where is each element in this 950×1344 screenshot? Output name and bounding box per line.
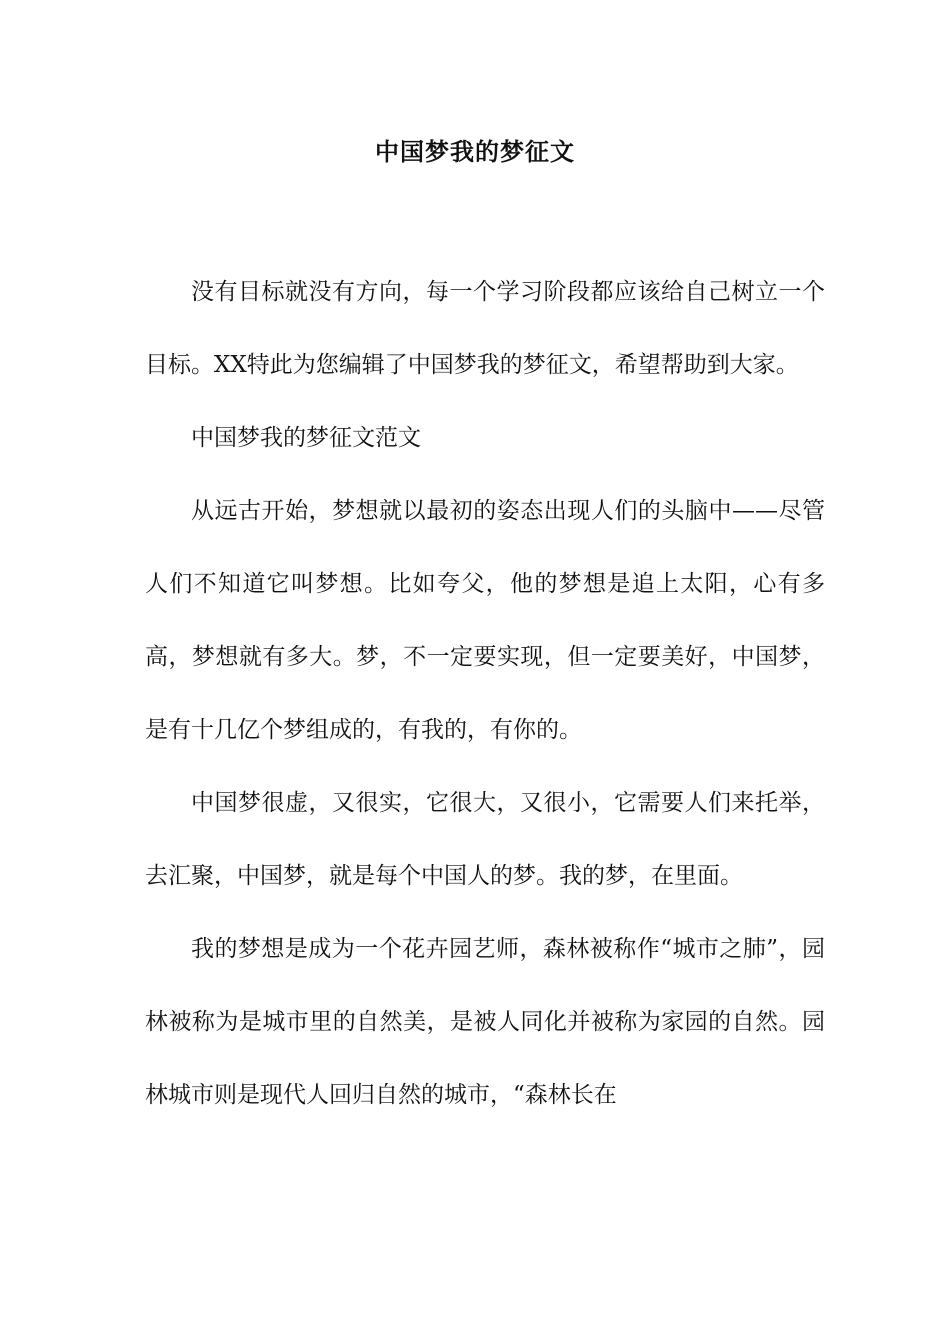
paragraph-china-dream: 中国梦很虚，又很实，它很大，又很小，它需要人们来托举，去汇聚，中国梦，就是每个中国人的梦。我的梦，在里面。 xyxy=(145,790,825,889)
document-title: 中国梦我的梦征文 xyxy=(375,137,575,166)
document-body xyxy=(145,256,825,1132)
paragraph-dream-origin: 从远古开始，梦想就以最初的姿态出现人们的头脑中——尽管人们不知道它叫梦想。比如夸父，他的梦想是追上太阳，心有多高，梦想就有多大。梦，不一定要实现，但一定要美好，中国梦，是有十几亿个梦组成的，有我的，有你的。 xyxy=(145,498,825,743)
paragraph-my-dream: 我的梦想是成为一个花卉园艺师，森林被称作“城市之肺”，园林被称为是城市里的自然美，是被人同化并被称为家园的自然。园林城市则是现代人回归自然的城市，“森林长在 xyxy=(145,936,825,1108)
paragraph-intro: 没有目标就没有方向，每一个学习阶段都应该给自己树立一个目标。XX特此为您编辑了中国梦我的梦征文，希望帮助到大家。 xyxy=(145,279,825,378)
paragraph-subheading: 中国梦我的梦征文范文 xyxy=(191,425,421,451)
